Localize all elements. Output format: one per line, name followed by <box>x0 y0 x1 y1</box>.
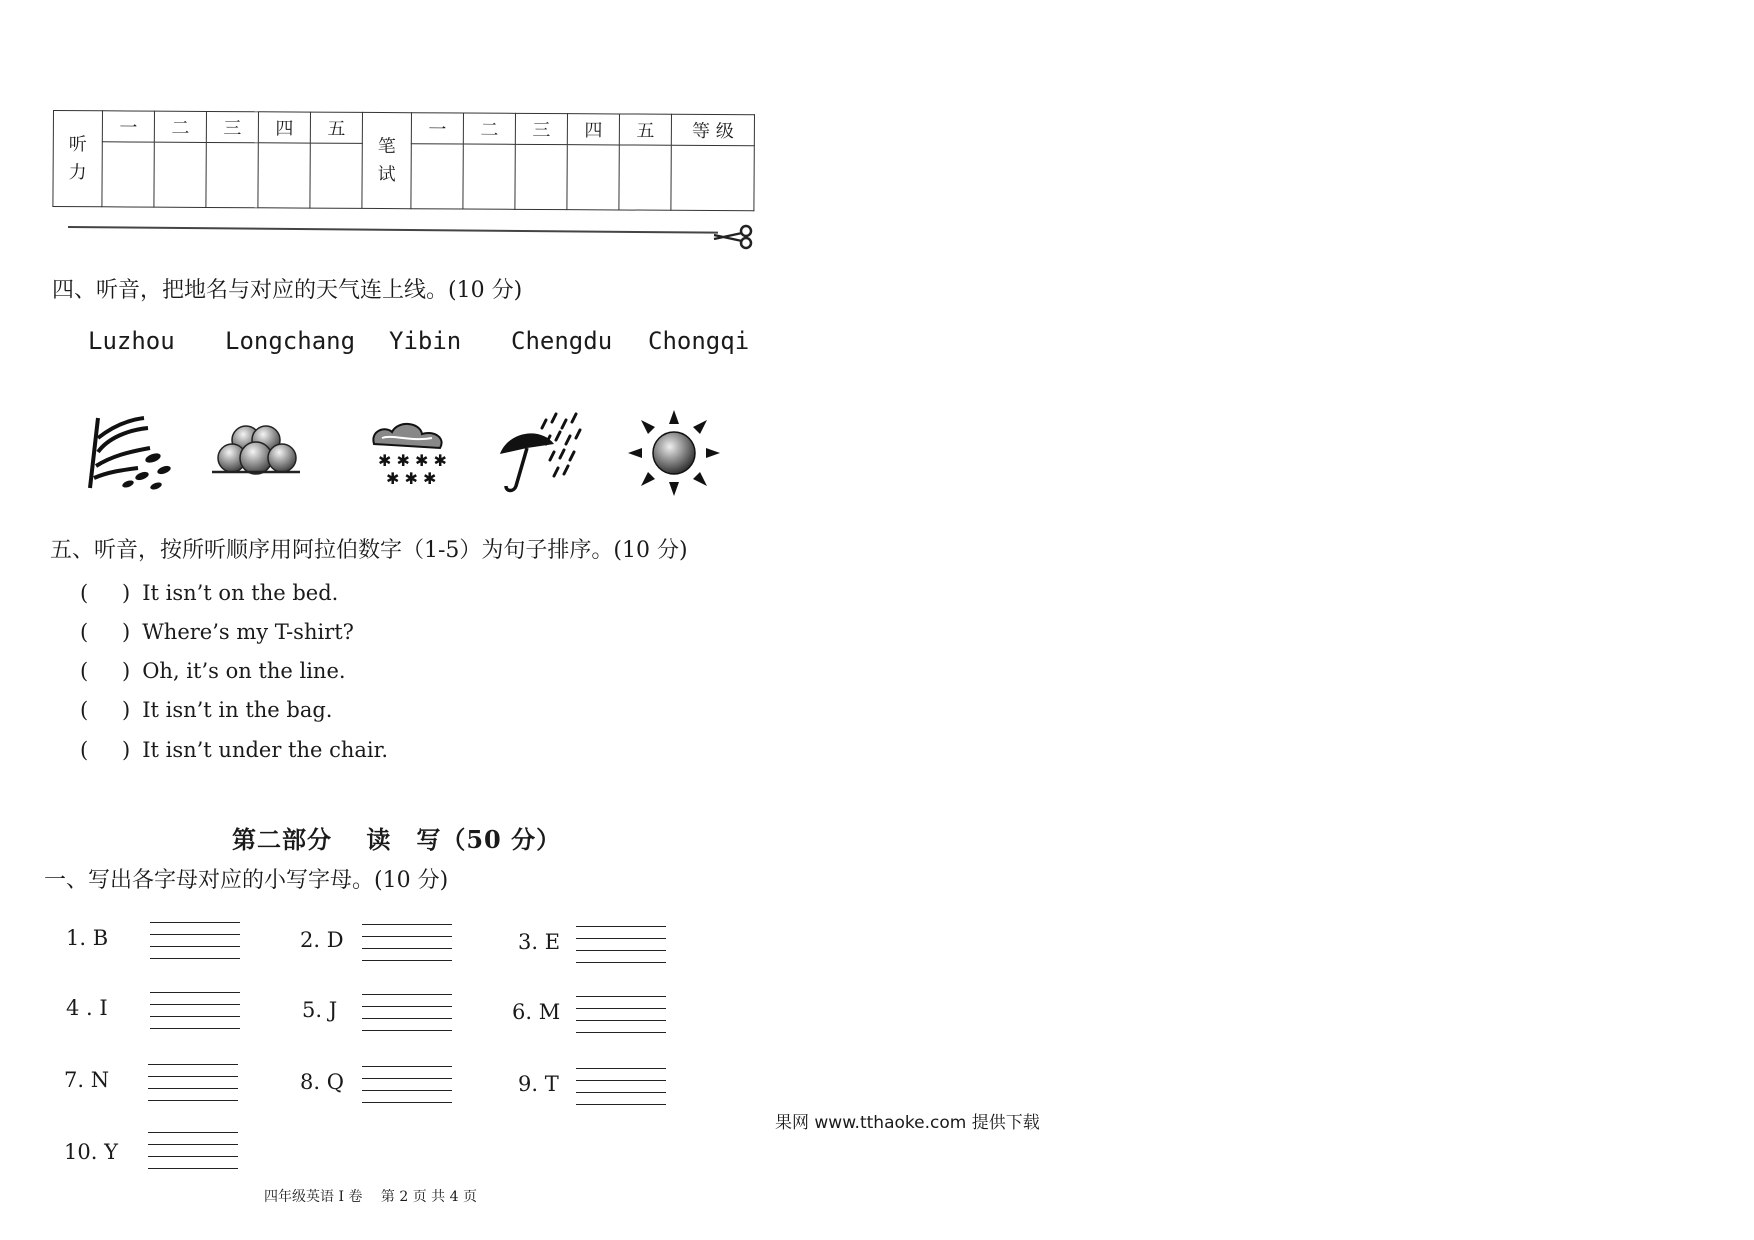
answer-lines-1[interactable] <box>150 922 240 962</box>
writing-header-1: 一 <box>411 113 463 144</box>
sentence-3: ( ) Oh, it’s on the line. <box>80 659 346 683</box>
rainy-icon <box>492 408 588 498</box>
listening-header-1: 一 <box>102 111 154 142</box>
sentence-2: ( ) Where’s my T-shirt? <box>80 620 354 644</box>
answer-lines-2[interactable] <box>362 924 452 964</box>
listening-header-4: 四 <box>258 112 310 143</box>
answer-lines-9[interactable] <box>576 1068 666 1108</box>
letter-item-6: 6. M <box>512 1000 561 1024</box>
listening-score-4[interactable] <box>258 143 310 208</box>
svg-text:✱ ✱ ✱ ✱: ✱ ✱ ✱ ✱ <box>378 451 447 470</box>
city-chengdu: Chengdu <box>511 327 613 355</box>
answer-lines-10[interactable] <box>148 1132 238 1172</box>
part2-title: 第二部分 读 写（50 分） <box>232 825 562 854</box>
sentence-5: ( ) It isn’t under the chair. <box>80 738 389 762</box>
writing-score-1[interactable] <box>411 144 463 209</box>
page-footer: 四年级英语 I 卷 第 2 页 共 4 页 <box>264 1189 477 1205</box>
watermark: 果网 www.tthaoke.com 提供下载 <box>775 1113 1040 1133</box>
section5-heading: 五、听音，按所听顺序用阿拉伯数字（1-5）为句子排序。(10 分) <box>50 538 688 563</box>
windy-icon <box>78 408 174 498</box>
listening-header-2: 二 <box>154 111 206 142</box>
letter-item-10: 10. Y <box>64 1140 118 1164</box>
listening-header-3: 三 <box>206 111 258 142</box>
city-luzhou: Luzhou <box>88 327 175 355</box>
letter-item-7: 7. N <box>64 1068 110 1092</box>
answer-lines-7[interactable] <box>148 1064 238 1104</box>
letter-item-5: 5. J <box>302 998 338 1022</box>
listening-score-3[interactable] <box>206 142 258 207</box>
part2-heading: 一、写出各字母对应的小写字母。(10 分) <box>44 868 449 893</box>
writing-header-4: 四 <box>567 114 619 145</box>
listening-label: 听 力 <box>53 111 103 207</box>
letter-item-2: 2. D <box>300 928 344 952</box>
grade-score[interactable] <box>671 145 754 211</box>
city-longchang: Longchang <box>225 327 356 355</box>
grade-header: 等 级 <box>671 114 754 146</box>
letter-item-8: 8. Q <box>300 1070 344 1094</box>
writing-header-3: 三 <box>515 113 567 144</box>
cloudy-icon <box>208 408 304 498</box>
letter-item-3: 3. E <box>518 930 561 954</box>
svg-text:✱ ✱ ✱: ✱ ✱ ✱ <box>386 469 437 488</box>
writing-label: 笔 试 <box>362 112 412 208</box>
writing-score-5[interactable] <box>619 145 671 210</box>
city-yibin: Yibin <box>389 327 462 355</box>
writing-score-4[interactable] <box>567 145 619 210</box>
answer-lines-3[interactable] <box>576 926 666 966</box>
writing-header-2: 二 <box>463 113 515 144</box>
letter-item-9: 9. T <box>518 1072 559 1096</box>
sentence-1: ( ) It isn’t on the bed. <box>80 581 339 605</box>
answer-lines-8[interactable] <box>362 1066 452 1106</box>
cut-line <box>68 226 718 234</box>
answer-lines-5[interactable] <box>362 994 452 1034</box>
listening-header-5: 五 <box>310 112 362 143</box>
letter-item-1: 1. B <box>66 926 109 950</box>
writing-score-2[interactable] <box>463 144 515 209</box>
writing-score-3[interactable] <box>515 144 567 209</box>
section4-heading: 四、听音，把地名与对应的天气连上线。(10 分) <box>52 278 523 303</box>
writing-header-5: 五 <box>619 114 671 145</box>
letter-item-4: 4 . I <box>66 996 108 1020</box>
snowy-icon <box>362 408 458 498</box>
sunny-icon <box>626 408 722 498</box>
listening-score-2[interactable] <box>154 142 206 207</box>
score-table <box>52 110 755 211</box>
sentence-4: ( ) It isn’t in the bag. <box>80 698 333 722</box>
answer-lines-6[interactable] <box>576 996 666 1036</box>
city-chongqi: Chongqi <box>648 327 750 355</box>
listening-score-1[interactable] <box>102 142 154 207</box>
scissors-icon <box>712 224 754 250</box>
answer-lines-4[interactable] <box>150 992 240 1032</box>
listening-score-5[interactable] <box>310 143 362 208</box>
